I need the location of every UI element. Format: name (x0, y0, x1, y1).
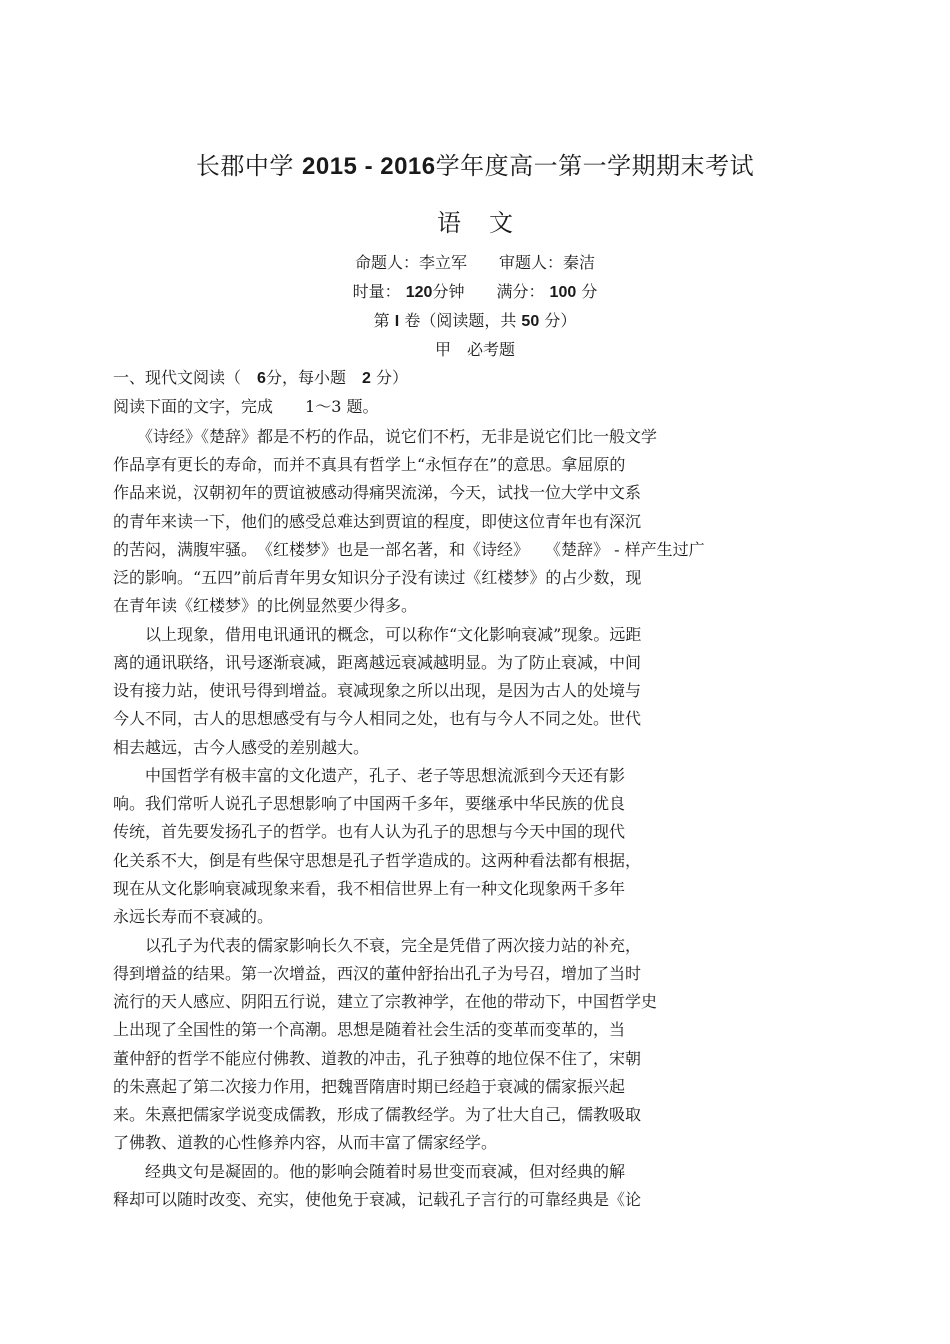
passage-line: 泛的影响。“五四”前后青年男女知识分子没有读过《红楼梦》的占少数，现 (113, 568, 642, 587)
volume-line: 第 I 卷（阅读题，共 50 分） (373, 311, 577, 330)
passage-line: 在青年读《红楼梦》的比例显然要少得多。 (113, 596, 418, 615)
passage-line: 化关系不大，倒是有些保守思想是孔子哲学造成的。这两种看法都有根据， (113, 851, 642, 870)
subject-title: 语文 (437, 209, 541, 237)
passage-line: 的苦闷，满腹牢骚。 《红楼梦》也是一部名著，和《诗经》 《楚辞》 - 样产生过广 (113, 540, 705, 559)
passage-line: 现在从文化影响衰减现象来看，我不相信世界上有一种文化现象两千多年 (113, 879, 626, 898)
passage-line: 上出现了全国性的第一个高潮。思想是随着社会生活的变革而变革的，当 (113, 1020, 626, 1039)
passage-line: 离的通讯联络，讯号逐渐衰减，距离越远衰减越明显。为了防止衰减，中间 (113, 653, 642, 672)
passage-line: 相去越远，古今人感受的差别越大。 (113, 738, 370, 757)
passage-line: 的青年来读一下，他们的感受总难达到贾谊的程度，即使这位青年也有深沉 (113, 512, 642, 531)
exam-title: 长郡中学 2015 - 2016学年度高一第一学期期末考试 (195, 152, 755, 180)
passage-line: 中国哲学有极丰富的文化遗产，孔子、老子等思想流派到今天还有影 (113, 766, 626, 785)
passage-line: 作品来说，汉朝初年的贾谊被感动得痛哭流涕，今天，试找一位大学中文系 (113, 483, 642, 502)
author-line: 命题人：李立军 审题人：秦洁 (354, 253, 595, 272)
question-instruction: 阅读下面的文字，完成 1～3 题。 (113, 397, 379, 416)
time-score-line: 时量： 120分钟 满分： 100 分 (352, 282, 598, 301)
passage-line: 释却可以随时改变、充实，使他免于衰减，记载孔子言行的可靠经典是《论 (113, 1190, 642, 1209)
passage-line: 经典文句是凝固的。他的影响会随着时易世变而衰减，但对经典的解 (113, 1162, 626, 1181)
passage-line: 流行的天人感应、阴阳五行说，建立了宗教神学，在他的带动下，中国哲学史 (113, 992, 658, 1011)
passage-line: 《诗经》《楚辞》都是不朽的作品，说它们不朽，无非是说它们比一般文学 (113, 427, 658, 446)
section-type: 甲 必考题 (434, 340, 515, 359)
passage-line: 响。我们常听人说孔子思想影响了中国两千多年，要继承中华民族的优良 (113, 794, 626, 813)
passage-line: 传统，首先要发扬孔子的哲学。也有人认为孔子的思想与今天中国的现代 (113, 822, 626, 841)
passage-line: 设有接力站，使讯号得到增益。衰减现象之所以出现，是因为古人的处境与 (113, 681, 642, 700)
passage-line: 来。朱熹把儒家学说变成儒教，形成了儒教经学。为了壮大自己，儒教吸取 (113, 1105, 642, 1124)
passage-line: 以孔子为代表的儒家影响长久不衰，完全是凭借了两次接力站的补充， (113, 936, 642, 955)
passage-line: 了佛教、道教的心性修养内容，从而丰富了儒家经学。 (113, 1133, 498, 1152)
passage-line: 的朱熹起了第二次接力作用，把魏晋隋唐时期已经趋于衰减的儒家振兴起 (113, 1077, 626, 1096)
passage-line: 今人不同，古人的思想感受有与今人相同之处，也有与今人不同之处。世代 (113, 709, 642, 728)
passage-line: 董仲舒的哲学不能应付佛教、道教的冲击，孔子独尊的地位保不住了，宋朝 (113, 1049, 642, 1068)
question-heading: 一、现代文阅读（ 6分，每小题 2 分） (113, 368, 408, 387)
passage-line: 永远长寿而不衰减的。 (113, 907, 274, 926)
passage-line: 作品享有更长的寿命，而并不真具有哲学上“永恒存在”的意思。拿屈原的 (113, 455, 626, 474)
passage-line: 得到增益的结果。第一次增益，西汉的董仲舒抬出孔子为号召，增加了当时 (113, 964, 642, 983)
passage-line: 以上现象，借用电讯通讯的概念，可以称作“文化影响衰减”现象。远距 (113, 625, 642, 644)
